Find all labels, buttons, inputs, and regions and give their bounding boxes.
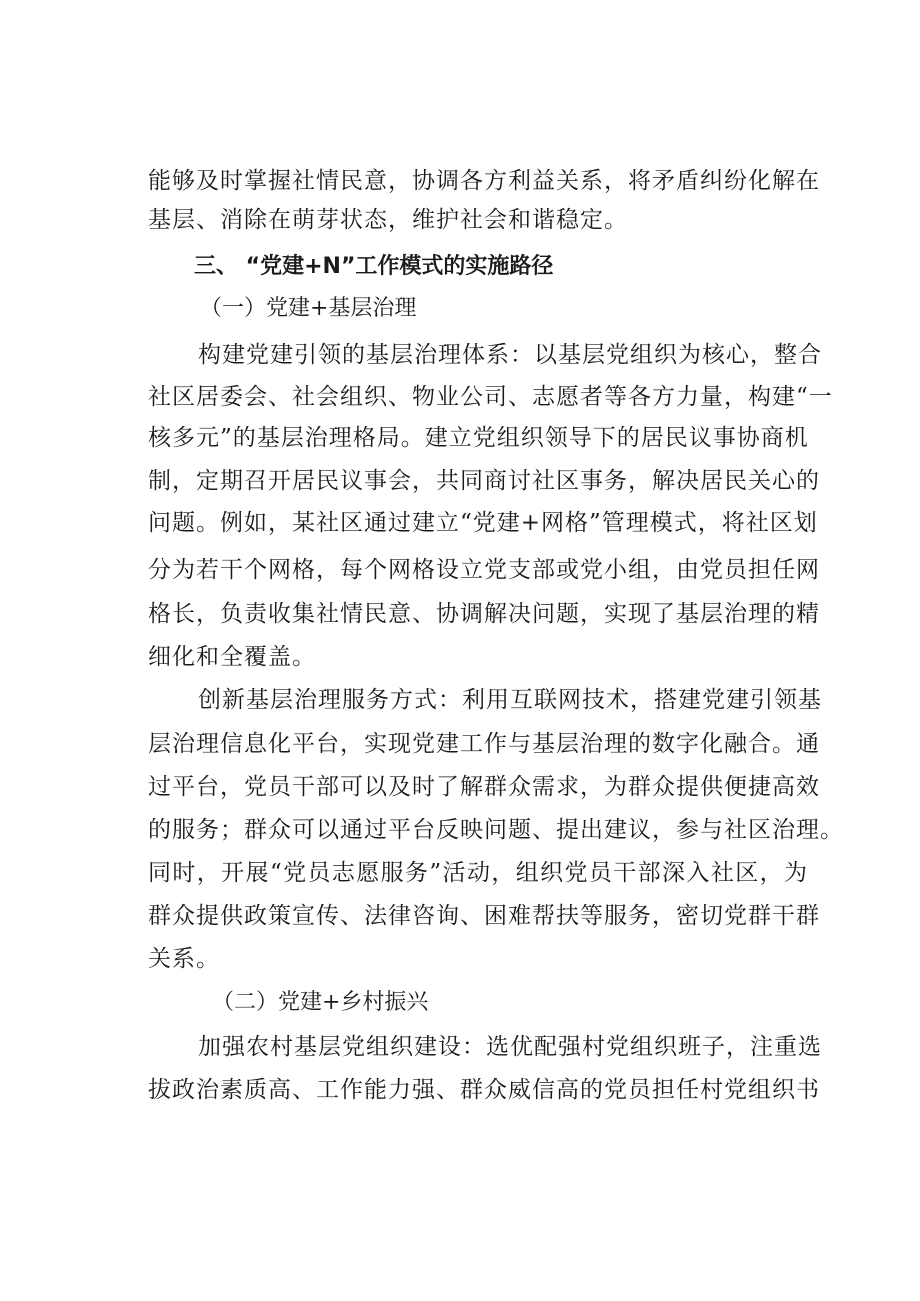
paragraph-line: 格长，负责收集社情民意、协调解决问题，实现了基层治理的精 (148, 601, 820, 627)
paragraph-line: 制，定期召开居民议事会，共同商讨社区事务，解决居民关心的 (148, 468, 820, 494)
paragraph-line: 层治理信息化平台，实现党建工作与基层治理的数字化融合。通 (148, 731, 820, 757)
paragraph-line: 核多元”的基层治理格局。建立党组织领导下的居民议事协商机 (148, 425, 809, 451)
paragraph-line: 过平台，党员干部可以及时了解群众需求，为群众提供便捷高效 (148, 774, 820, 800)
paragraph-line: 拔政治素质高、工作能力强、群众威信高的党员担任村党组织书 (148, 1077, 820, 1103)
paragraph-line: 创新基层治理服务方式：利用互联网技术，搭建党建引领基 (198, 687, 822, 713)
paragraph-line: 加强农村基层党组织建设：选优配强村党组织班子，注重选 (198, 1034, 822, 1060)
paragraph-line: 同时，开展“党员志愿服务”活动，组织党员干部深入社区，为 (148, 860, 808, 886)
paragraph-line: 分为若干个网格，每个网格设立党支部或党小组，由党员担任网 (148, 557, 820, 583)
paragraph-line: 社区居委会、社会组织、物业公司、志愿者等各方力量，构建“一 (148, 384, 833, 410)
paragraph-line: 关系。 (148, 946, 220, 972)
paragraph-line: 构建党建引领的基层治理体系：以基层党组织为核心，整合 (198, 342, 822, 368)
subsection-heading: （一）党建+基层治理 (200, 296, 417, 321)
paragraph-line: 细化和全覆盖。 (148, 644, 316, 670)
paragraph-line: 基层、消除在萌芽状态，维护社会和谐稳定。 (148, 207, 628, 233)
paragraph-line: 的服务；群众可以通过平台反映问题、提出建议，参与社区治理。 (148, 817, 844, 843)
subsection-heading: （二）党建+乡村振兴 (212, 990, 429, 1015)
paragraph-line: 问题。例如，某社区通过建立“党建+网格”管理模式，将社区划 (148, 510, 818, 536)
paragraph-line: 能够及时掌握社情民意，协调各方利益关系，将矛盾纠纷化解在 (148, 168, 820, 194)
paragraph-line: 群众提供政策宣传、法律咨询、困难帮扶等服务，密切党群干群 (148, 903, 820, 929)
section-heading: 三、 “党建+N”工作模式的实施路径 (194, 254, 554, 279)
